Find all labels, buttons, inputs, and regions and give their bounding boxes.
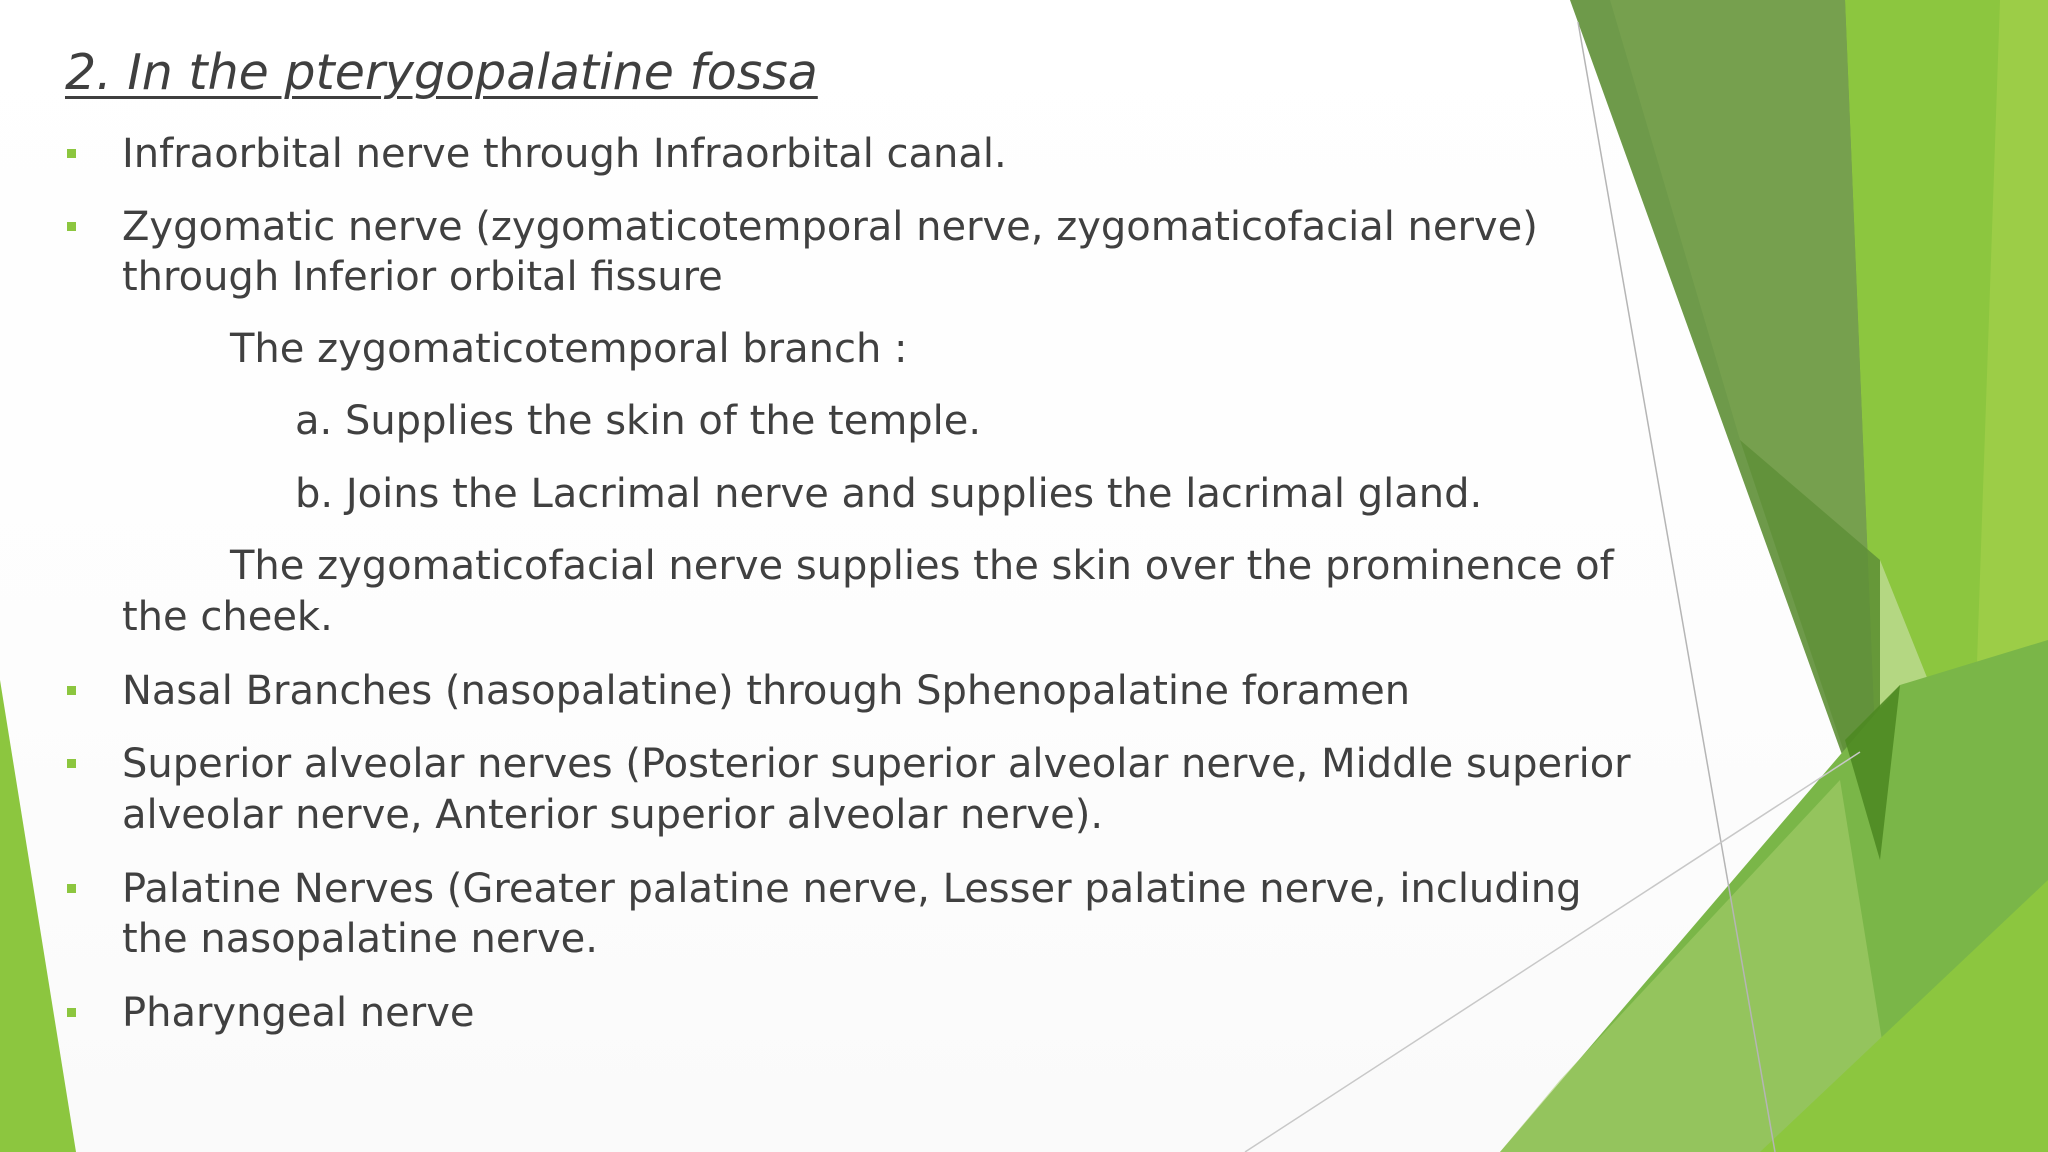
zygomaticofacial-line-2: the cheek. — [122, 594, 333, 640]
bullet-zygomatic-line-2: through Inferior orbital fissure — [122, 254, 723, 300]
bullet-palatine-line-1: Palatine Nerves (Greater palatine nerve, Lesser palatine nerve, including — [122, 866, 1582, 912]
bullet-marker — [67, 686, 76, 695]
bullet-marker — [67, 759, 76, 768]
bullet-marker — [67, 1008, 76, 1017]
bullet-pharyngeal: Pharyngeal nerve — [122, 990, 475, 1036]
bullet-infraorbital: Infraorbital nerve through Infraorbital canal. — [122, 131, 1007, 177]
bullet-marker — [67, 149, 76, 158]
bullet-palatine-line-2: the nasopalatine nerve. — [122, 916, 598, 962]
bullet-marker — [67, 222, 76, 231]
bullet-zygomatic-line-1: Zygomatic nerve (zygomaticotemporal nerve, zygomaticofacial nerve) — [122, 204, 1538, 250]
bullet-nasal-branches: Nasal Branches (nasopalatine) through Sphenopalatine foramen — [122, 668, 1411, 714]
bullet-marker — [67, 884, 76, 893]
bullet-superior-alveolar-line-2: alveolar nerve, Anterior superior alveolar nerve). — [122, 792, 1104, 838]
slide-title: 2. In the pterygopalatine fossa — [65, 44, 818, 101]
bullet-superior-alveolar-line-1: Superior alveolar nerves (Posterior superior alveolar nerve, Middle superior — [122, 741, 1631, 787]
zygomaticotemporal-item-a: a. Supplies the skin of the temple. — [295, 398, 982, 444]
zygomaticotemporal-item-b: b. Joins the Lacrimal nerve and supplies the lacrimal gland. — [295, 471, 1483, 517]
zygomaticotemporal-heading: The zygomaticotemporal branch : — [230, 326, 908, 372]
zygomaticofacial-line-1: The zygomaticofacial nerve supplies the skin over the prominence of — [230, 543, 1614, 589]
